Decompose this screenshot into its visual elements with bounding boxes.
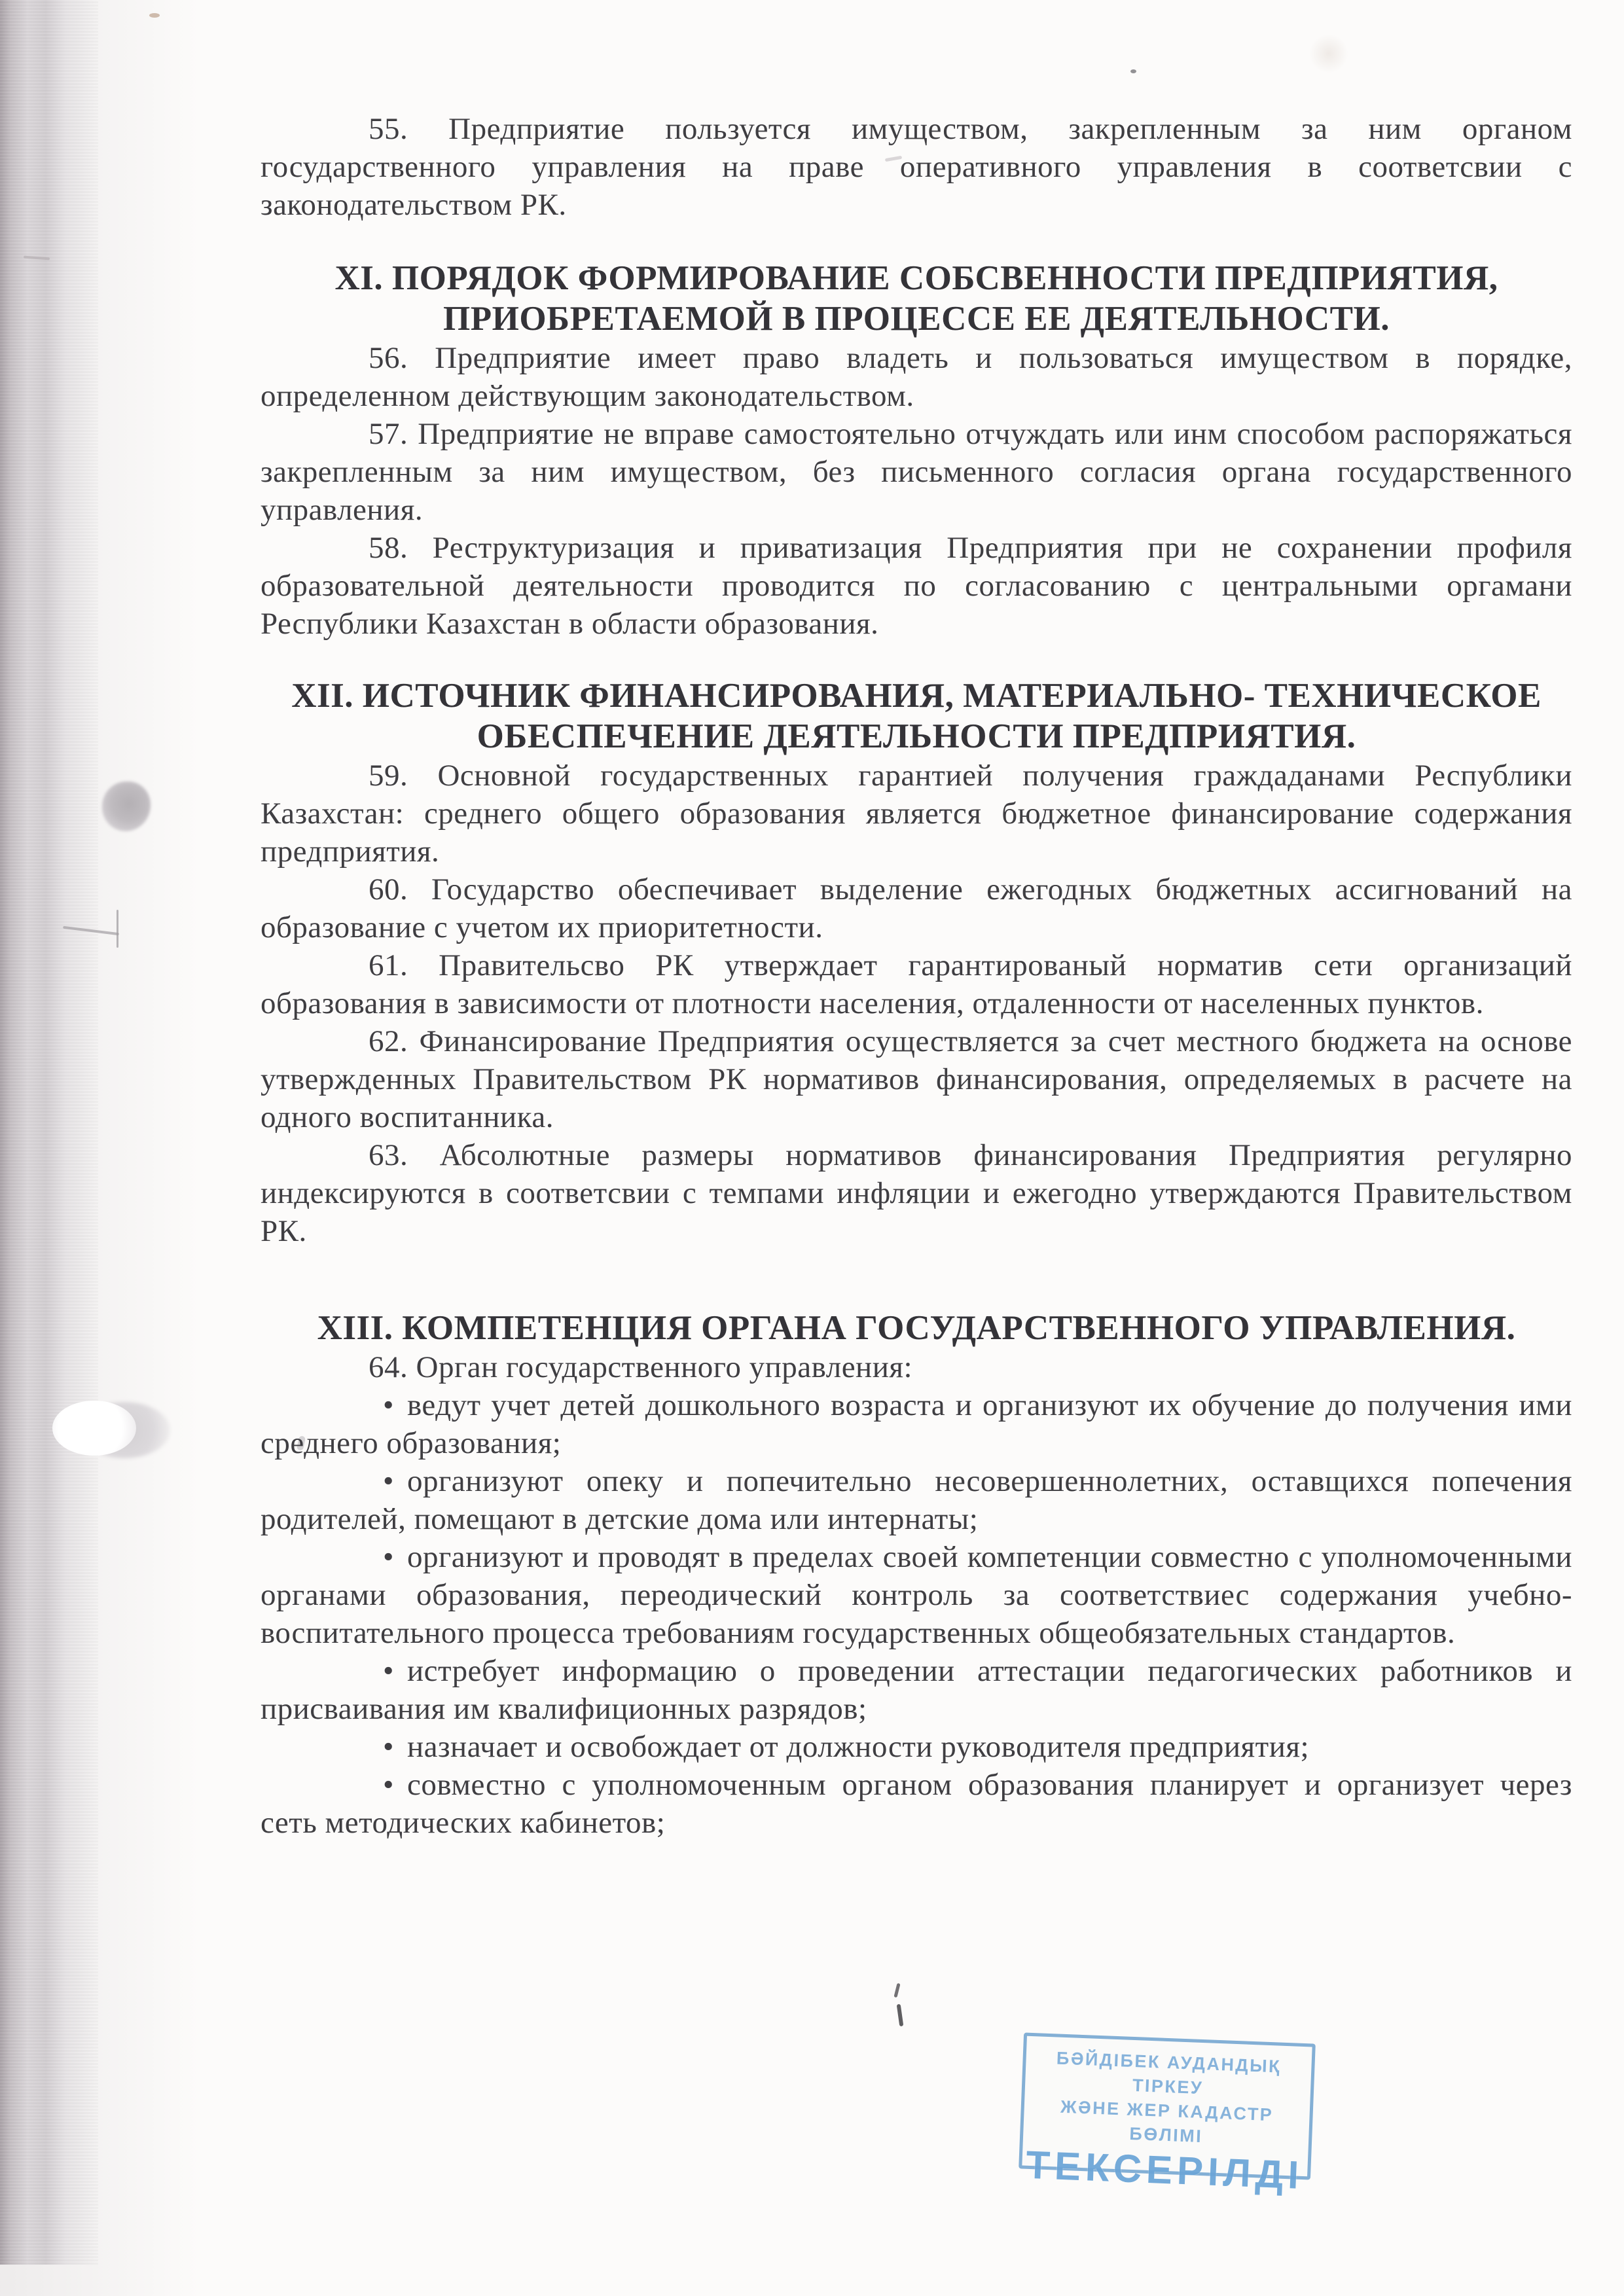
- bullet-text: назначает и освобождает от должности руководителя предприятия;: [406, 1730, 1310, 1764]
- scan-artifact: [1130, 69, 1136, 73]
- bullet-icon: •: [383, 1654, 394, 1688]
- scan-artifact: [897, 2004, 904, 2027]
- bullet-item-1: [261, 1386, 1572, 1462]
- stamp-org-line1: БӘЙДІБЕК АУДАНДЫҚ ТІРКЕУ: [1056, 2048, 1282, 2098]
- bullet-item-6: [261, 1766, 1572, 1842]
- bullet-item-4: [261, 1652, 1572, 1728]
- paragraph-55: 55. Предприятие пользуется имуществом, закрепленным за ним органом государственного управления на праве оперативного управления в соответсвии с законодательством РК.: [261, 112, 1572, 222]
- bullet-icon: •: [383, 1730, 394, 1764]
- stamp-verified-text: ТЕКСЕРІЛДІ: [1025, 2142, 1305, 2198]
- document-text-block: [261, 110, 1572, 1842]
- scan-artifact: [1309, 34, 1348, 73]
- paragraph-58: 58. Реструктуризация и приватизация Предприятия при не сохранении профиля образовательной деятельности проводится по согласованию с центральными оргамани Республики Казахстан в области образования.: [261, 531, 1572, 641]
- bullet-item-2: [261, 1462, 1572, 1538]
- bullet-text: организуют и проводят в пределах своей компетенции совместно с уполномоченными органами образования, переодический контроль за соответствиес содержания учебно-воспитательного процесса требованиям государственных общеобязательных стандартов.: [261, 1540, 1572, 1650]
- bullet-icon: •: [383, 1464, 394, 1498]
- page-edge-texture: [0, 0, 98, 2265]
- binder-hole-punch-bottom: [52, 1401, 136, 1456]
- scan-artifact: [117, 910, 118, 948]
- section-13-heading: XIII. КОМПЕТЕНЦИЯ ОРГАНА ГОСУДАРСТВЕННОГО УПРАВЛЕНИЯ.: [317, 1309, 1516, 1347]
- bullet-icon: •: [383, 1768, 394, 1802]
- scan-artifact: [893, 1983, 900, 1998]
- stamp-org-line2: ЖӘНЕ ЖЕР КАДАСТР БӨЛІМІ: [1060, 2096, 1274, 2147]
- bullet-text: ведут учет детей дошкольного возраста и организуют их обучение до получения ими среднего образования;: [261, 1388, 1572, 1460]
- bullet-icon: •: [383, 1388, 394, 1422]
- paragraph-64: 64. Орган государственного управления:: [369, 1350, 913, 1384]
- paragraph-60: 60. Государство обеспечивает выделение ежегодных бюджетных ассигнований на образование с учетом их приоритетности.: [261, 872, 1572, 944]
- section-12-heading-line1: XII. ИСТОЧНИК ФИНАНСИРОВАНИЯ, МАТЕРИАЛЬНО- ТЕХНИЧЕСКОЕ: [291, 677, 1542, 715]
- paragraph-63: 63. Абсолютные размеры нормативов финансирования Предприятия регулярно индексируются в соответсвии с темпами инфляции и ежегодно утверждаются Правительством РК.: [261, 1138, 1572, 1248]
- bullet-item-3: [261, 1538, 1572, 1652]
- bullet-text: истребует информацию о проведении аттестации педагогических работников и присваивания им квалифиционных разрядов;: [261, 1654, 1572, 1726]
- verification-stamp: [1019, 2033, 1316, 2198]
- section-12-heading-line2: ОБЕСПЕЧЕНИЕ ДЕЯТЕЛЬНОСТИ ПРЕДПРИЯТИЯ.: [477, 717, 1356, 755]
- bullet-icon: •: [383, 1540, 394, 1574]
- section-11-heading-line2: ПРИОБРЕТАЕМОЙ В ПРОЦЕССЕ ЕЕ ДЕЯТЕЛЬНОСТИ.: [443, 300, 1390, 338]
- paragraph-56: 56. Предприятие имеет право владеть и пользоваться имуществом в порядке, определенном действующим законодательством.: [261, 341, 1572, 413]
- scan-artifact: [149, 13, 160, 18]
- bullet-text: организуют опеку и попечительно несовершеннолетних, оставщихся попечения родителей, помещают в детские дома или интернаты;: [261, 1464, 1572, 1536]
- section-11-heading-line1: XI. ПОРЯДОК ФОРМИРОВАНИЕ СОБСВЕННОСТИ ПРЕДПРИЯТИЯ,: [334, 259, 1498, 297]
- bullet-item-5: [261, 1728, 1572, 1766]
- paragraph-61: 61. Правительсво РК утверждает гарантированый норматив сети организаций образования в зависимости от плотности населения, отдаленности от населенных пунктов.: [261, 948, 1572, 1020]
- paragraph-59: 59. Основной государственных гарантией получения граждаданами Республики Казахстан: среднего общего образования является бюджетное финансирование содержания предприятия.: [261, 759, 1572, 869]
- bullet-text: совместно с уполномоченным органом образования планирует и организует через сеть методических кабинетов;: [261, 1768, 1572, 1840]
- paragraph-57: 57. Предприятие не вправе самостоятельно отчуждать или инм способом распоряжаться закрепленным за ним имуществом, без письменного согласия органа государственного управления.: [261, 417, 1572, 527]
- paragraph-62: 62. Финансирование Предприятия осуществляется за счет местного бюджета на основе утвержденных Правительством РК нормативов финансирования, определяемых в расчете на одного воспитанника.: [261, 1024, 1572, 1134]
